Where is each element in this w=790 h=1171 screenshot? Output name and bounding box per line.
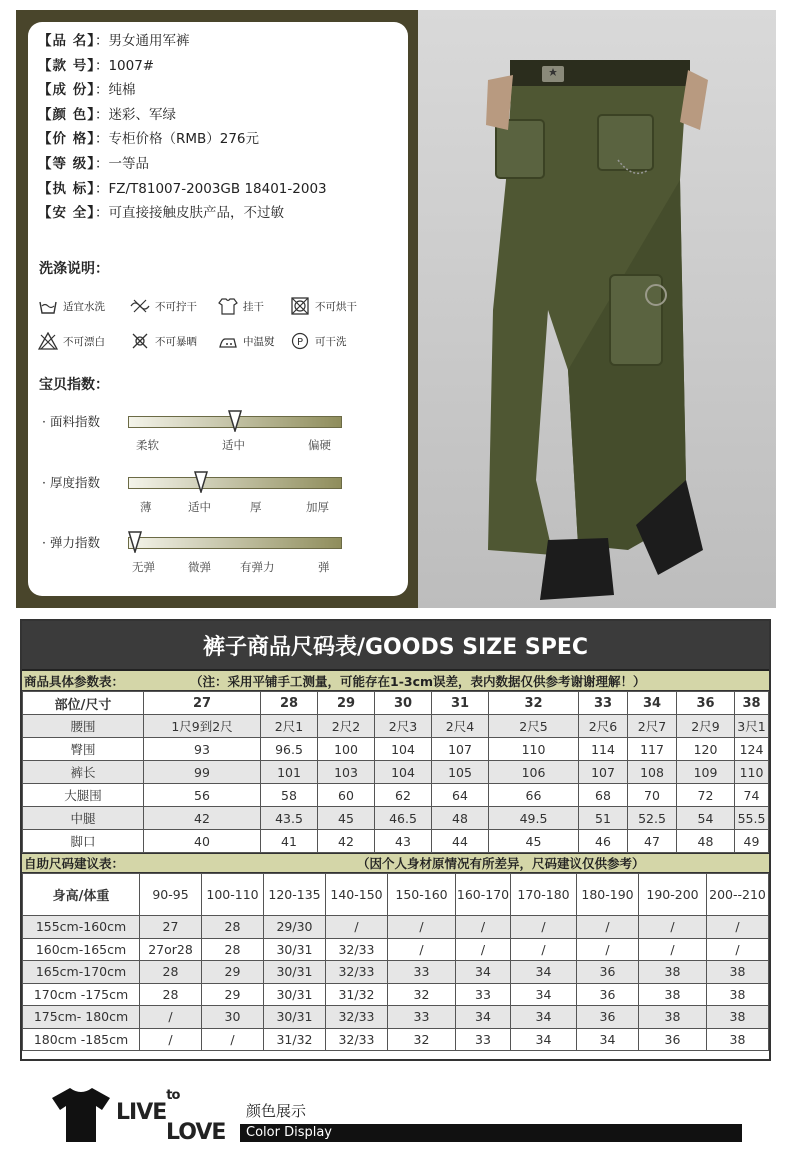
- fabric-index-marker: [228, 410, 242, 432]
- index-label-fabric: · 面料指数: [42, 414, 100, 429]
- table-cell: 114: [579, 738, 628, 761]
- table-cell: 99: [144, 761, 261, 784]
- table-cell: 大腿围: [23, 784, 144, 807]
- care-item-hang: [218, 297, 264, 315]
- product-info-frame: [16, 10, 418, 608]
- attribute-row: [38, 130, 259, 148]
- table-cell: /: [577, 916, 639, 939]
- attribute-row: [38, 106, 176, 124]
- table-cell: 100-110: [202, 874, 264, 916]
- attribute-key: 【品 名】: [38, 33, 95, 49]
- table-cell: 28: [140, 983, 202, 1006]
- advice-row: [23, 938, 769, 961]
- table-cell: 62: [375, 784, 432, 807]
- index-tick: 无弹: [132, 560, 155, 574]
- table-cell: 180-190: [577, 874, 639, 916]
- attribute-value: ：男女通用军裤: [94, 33, 190, 49]
- attribute-value: ：FZ/T81007-2003GB 18401-2003: [94, 180, 327, 197]
- table-cell: 140-150: [326, 874, 388, 916]
- thickness-index-bar: [128, 477, 342, 489]
- table-cell: 51: [579, 807, 628, 830]
- no-wring-icon: [130, 297, 150, 315]
- no-bleach-icon: [38, 332, 58, 350]
- advice-band: [22, 853, 769, 873]
- table-cell: 30: [202, 1006, 264, 1029]
- tshirt-logo-icon: [50, 1086, 112, 1144]
- table-row: [23, 715, 769, 738]
- table-cell: 27: [144, 692, 261, 715]
- table-cell: 32/33: [326, 938, 388, 961]
- index-tick: 薄: [140, 500, 152, 514]
- hang-dry-icon: [218, 297, 238, 315]
- table-cell: 34: [577, 1028, 639, 1051]
- table-cell: 107: [579, 761, 628, 784]
- attribute-value: ：1007#: [94, 57, 155, 74]
- table-cell: 52.5: [628, 807, 677, 830]
- index-tick: 弹: [318, 560, 330, 574]
- table-cell: 33: [456, 983, 511, 1006]
- advice-note: （因个人身材原情况有所差异，尺码建议仅供参考）: [357, 856, 645, 871]
- table-cell: 30/31: [264, 938, 326, 961]
- dry-clean-icon: [290, 332, 310, 350]
- index-tick: 微弹: [188, 560, 211, 574]
- table-cell: 58: [261, 784, 318, 807]
- attribute-value: ：专柜价格（RMB）276元: [94, 131, 260, 148]
- table-cell: 34: [511, 1006, 577, 1029]
- table-cell: 33: [579, 692, 628, 715]
- table-cell: 32: [388, 1028, 456, 1051]
- table-cell: 30/31: [264, 983, 326, 1006]
- table-row: [23, 761, 769, 784]
- table-cell: 36: [577, 961, 639, 984]
- table-cell: 175cm- 180cm: [23, 1006, 140, 1029]
- care-label: 可干洗: [315, 335, 347, 348]
- table-cell: 29: [202, 961, 264, 984]
- table-cell: 38: [707, 1028, 769, 1051]
- care-item-no-bleach: [38, 332, 105, 350]
- care-label: 不可漂白: [63, 335, 105, 348]
- table-cell: 124: [735, 738, 769, 761]
- table-cell: 29: [202, 983, 264, 1006]
- table-cell: 36: [577, 1006, 639, 1029]
- attribute-value: ：纯棉: [94, 82, 136, 99]
- attribute-key: 【安 全】: [38, 205, 95, 222]
- table-cell: 104: [375, 761, 432, 784]
- table-cell: 28: [202, 938, 264, 961]
- care-label: 不可拧干: [155, 300, 197, 313]
- table-cell: 38: [639, 961, 707, 984]
- table-cell: 47: [628, 830, 677, 853]
- table-cell: 60: [318, 784, 375, 807]
- table-cell: 32: [388, 983, 456, 1006]
- table-cell: 32/33: [326, 1028, 388, 1051]
- table-cell: 160-170: [456, 874, 511, 916]
- table-cell: 2尺6: [579, 715, 628, 738]
- no-sun-dry-icon: [130, 332, 150, 350]
- table-cell: /: [639, 916, 707, 939]
- table-cell: 93: [144, 738, 261, 761]
- table-cell: 部位/尺寸: [23, 692, 144, 715]
- table-cell: 32/33: [326, 1006, 388, 1029]
- table-cell: 38: [639, 983, 707, 1006]
- color-display-title-cn: 颜色展示: [246, 1102, 307, 1120]
- size-chart-title: 裤子商品尺码表/GOODS SIZE SPEC: [22, 621, 769, 671]
- table-cell: 27: [140, 916, 202, 939]
- table-cell: 30/31: [264, 1006, 326, 1029]
- table-cell: 155cm-160cm: [23, 916, 140, 939]
- table-cell: 48: [677, 830, 735, 853]
- table-cell: /: [511, 916, 577, 939]
- attribute-row: [38, 32, 189, 50]
- table-cell: 38: [639, 1006, 707, 1029]
- table-cell: 200--210: [707, 874, 769, 916]
- table-cell: /: [326, 916, 388, 939]
- cargo-pants-illustration: [418, 10, 776, 608]
- table-cell: 54: [677, 807, 735, 830]
- logo-love: LOVE: [166, 1120, 226, 1145]
- table-row: [23, 807, 769, 830]
- table-cell: 29/30: [264, 916, 326, 939]
- table-cell: /: [388, 938, 456, 961]
- table-cell: 34: [511, 1028, 577, 1051]
- attribute-row: [38, 81, 135, 99]
- index-tick: 偏硬: [308, 438, 331, 452]
- table-cell: 脚口: [23, 830, 144, 853]
- product-photo: [418, 10, 776, 608]
- table-cell: 160cm-165cm: [23, 938, 140, 961]
- table-cell: 34: [511, 961, 577, 984]
- table-cell: 56: [144, 784, 261, 807]
- attribute-value: ：一等品: [94, 156, 149, 172]
- table-cell: 100: [318, 738, 375, 761]
- table-cell: 74: [735, 784, 769, 807]
- table-cell: 33: [456, 1028, 511, 1051]
- table-cell: 34: [456, 1006, 511, 1029]
- table-cell: 2尺7: [628, 715, 677, 738]
- care-label: 不可暴晒: [155, 335, 197, 348]
- table-cell: /: [456, 916, 511, 939]
- color-display-header: [50, 1086, 750, 1150]
- table-cell: 117: [628, 738, 677, 761]
- attribute-key: 【执 标】: [38, 180, 95, 197]
- care-label: 中温熨: [243, 335, 275, 348]
- table-cell: 34: [456, 961, 511, 984]
- table-cell: 44: [432, 830, 489, 853]
- table-cell: 27or28: [140, 938, 202, 961]
- params-note: （注：采用平铺手工测量，可能存在1-3cm误差，表内数据仅供参考谢谢理解！）: [190, 673, 646, 689]
- logo-live: LIVE: [116, 1100, 167, 1125]
- svg-text:P: P: [296, 337, 304, 348]
- table-cell: 55.5: [735, 807, 769, 830]
- washing-icon: [38, 297, 58, 315]
- table-cell: 腰围: [23, 715, 144, 738]
- table-row: [23, 830, 769, 853]
- care-item-dry-clean: [290, 332, 347, 350]
- table-cell: 180cm -185cm: [23, 1028, 140, 1051]
- table-cell: 107: [432, 738, 489, 761]
- index-tick: 有弹力: [240, 560, 275, 574]
- table-cell: 31/32: [326, 983, 388, 1006]
- table-cell: 105: [432, 761, 489, 784]
- table-cell: 2尺5: [489, 715, 579, 738]
- table-cell: 32: [489, 692, 579, 715]
- table-cell: 30/31: [264, 961, 326, 984]
- table-cell: 150-160: [388, 874, 456, 916]
- table-cell: /: [639, 938, 707, 961]
- care-title: 洗涤说明：: [39, 261, 109, 277]
- attribute-value: ：可直接接触皮肤产品，不过敏: [94, 205, 284, 222]
- index-title: 宝贝指数：: [39, 377, 109, 393]
- advice-row: [23, 961, 769, 984]
- table-cell: 2尺2: [318, 715, 375, 738]
- color-display-title-en: Color Display: [246, 1125, 332, 1140]
- attribute-row: [38, 180, 327, 198]
- elasticity-index-bar: [128, 537, 342, 549]
- table-cell: 165cm-170cm: [23, 961, 140, 984]
- table-cell: 2尺1: [261, 715, 318, 738]
- table-cell: 3尺1: [735, 715, 769, 738]
- table-cell: /: [202, 1028, 264, 1051]
- attribute-row: [38, 57, 154, 75]
- care-label: 适宜水洗: [63, 300, 105, 313]
- table-cell: /: [511, 938, 577, 961]
- table-cell: 45: [318, 807, 375, 830]
- attribute-key: 【颜 色】: [38, 106, 95, 123]
- table-cell: 2尺9: [677, 715, 735, 738]
- table-cell: /: [140, 1028, 202, 1051]
- table-cell: /: [707, 916, 769, 939]
- product-info-panel: [28, 22, 408, 596]
- table-cell: 36: [639, 1028, 707, 1051]
- size-spec-table: [22, 691, 769, 853]
- table-cell: 31: [432, 692, 489, 715]
- table-cell: 43.5: [261, 807, 318, 830]
- table-cell: 68: [579, 784, 628, 807]
- table-cell: 104: [375, 738, 432, 761]
- advice-row: [23, 1006, 769, 1029]
- table-cell: 72: [677, 784, 735, 807]
- advice-row: [23, 916, 769, 939]
- table-cell: 2尺4: [432, 715, 489, 738]
- index-tick: 适中: [222, 438, 245, 452]
- table-cell: 30: [375, 692, 432, 715]
- attribute-key: 【款 号】: [38, 57, 95, 74]
- table-cell: 1尺9到2尺: [144, 715, 261, 738]
- table-cell: /: [140, 1006, 202, 1029]
- table-cell: 48: [432, 807, 489, 830]
- care-label: 不可烘干: [315, 300, 357, 313]
- thickness-index-marker: [194, 471, 208, 493]
- care-item-wash: [38, 297, 105, 315]
- table-cell: 66: [489, 784, 579, 807]
- table-row: [23, 784, 769, 807]
- table-cell: 101: [261, 761, 318, 784]
- table-cell: /: [456, 938, 511, 961]
- table-cell: 46.5: [375, 807, 432, 830]
- table-cell: 裤长: [23, 761, 144, 784]
- table-cell: 31/32: [264, 1028, 326, 1051]
- table-cell: 120-135: [264, 874, 326, 916]
- table-cell: 108: [628, 761, 677, 784]
- table-cell: 34: [511, 983, 577, 1006]
- table-cell: 109: [677, 761, 735, 784]
- table-cell: 29: [318, 692, 375, 715]
- table-cell: 64: [432, 784, 489, 807]
- care-label: 挂干: [243, 300, 264, 313]
- table-cell: 40: [144, 830, 261, 853]
- table-cell: 38: [707, 1006, 769, 1029]
- table-cell: 42: [318, 830, 375, 853]
- care-item-no-wring: [130, 297, 197, 315]
- table-cell: 49.5: [489, 807, 579, 830]
- table-cell: 70: [628, 784, 677, 807]
- table-cell: 38: [707, 983, 769, 1006]
- index-tick: 厚: [250, 500, 262, 514]
- care-item-no-tumble: [290, 297, 357, 315]
- attribute-key: 【等 级】: [38, 156, 95, 172]
- advice-row: [23, 983, 769, 1006]
- table-cell: 28: [202, 916, 264, 939]
- table-cell: /: [577, 938, 639, 961]
- table-cell: 45: [489, 830, 579, 853]
- table-cell: 190-200: [639, 874, 707, 916]
- table-cell: 170-180: [511, 874, 577, 916]
- table-cell: 33: [388, 1006, 456, 1029]
- logo-to: to: [166, 1088, 180, 1103]
- attribute-row: [38, 155, 149, 173]
- size-advice-table: [22, 873, 769, 1051]
- attribute-row: [38, 204, 284, 222]
- medium-iron-icon: [218, 332, 238, 350]
- table-cell: 28: [140, 961, 202, 984]
- attribute-key: 【成 份】: [38, 82, 95, 99]
- table-cell: 90-95: [140, 874, 202, 916]
- table-cell: 46: [579, 830, 628, 853]
- no-tumble-dry-icon: [290, 297, 310, 315]
- table-cell: 身高/体重: [23, 874, 140, 916]
- attribute-value: ：迷彩、军绿: [94, 106, 176, 123]
- table-cell: 43: [375, 830, 432, 853]
- index-tick: 加厚: [306, 500, 329, 514]
- table-cell: 38: [735, 692, 769, 715]
- table-cell: 103: [318, 761, 375, 784]
- table-cell: 34: [628, 692, 677, 715]
- advice-header-row: [23, 874, 769, 916]
- table-cell: 33: [388, 961, 456, 984]
- index-tick: 柔软: [136, 438, 159, 452]
- table-cell: 38: [707, 961, 769, 984]
- table-cell: 170cm -175cm: [23, 983, 140, 1006]
- params-band: [22, 671, 769, 691]
- table-cell: 41: [261, 830, 318, 853]
- index-label-thickness: · 厚度指数: [42, 475, 100, 490]
- table-cell: 110: [489, 738, 579, 761]
- index-label-elasticity: · 弹力指数: [42, 535, 100, 550]
- table-cell: 28: [261, 692, 318, 715]
- attribute-key: 【价 格】: [38, 131, 95, 148]
- table-cell: 96.5: [261, 738, 318, 761]
- size-chart: [20, 619, 771, 1061]
- table-cell: /: [707, 938, 769, 961]
- table-row: [23, 738, 769, 761]
- table-cell: 110: [735, 761, 769, 784]
- table-cell: 臀围: [23, 738, 144, 761]
- care-item-iron: [218, 332, 275, 350]
- table-cell: 36: [677, 692, 735, 715]
- table-cell: 中腿: [23, 807, 144, 830]
- index-tick: 适中: [188, 500, 211, 514]
- table-cell: 42: [144, 807, 261, 830]
- care-item-no-sun: [130, 332, 197, 350]
- table-cell: 49: [735, 830, 769, 853]
- params-label: 商品具体参数表：: [24, 673, 125, 689]
- table-cell: 2尺3: [375, 715, 432, 738]
- table-header-row: [23, 692, 769, 715]
- table-cell: 106: [489, 761, 579, 784]
- elasticity-index-marker: [128, 531, 142, 553]
- table-cell: 32/33: [326, 961, 388, 984]
- advice-row: [23, 1028, 769, 1051]
- advice-label: 自助尺码建议表：: [24, 856, 125, 871]
- table-cell: 120: [677, 738, 735, 761]
- table-cell: 36: [577, 983, 639, 1006]
- table-cell: /: [388, 916, 456, 939]
